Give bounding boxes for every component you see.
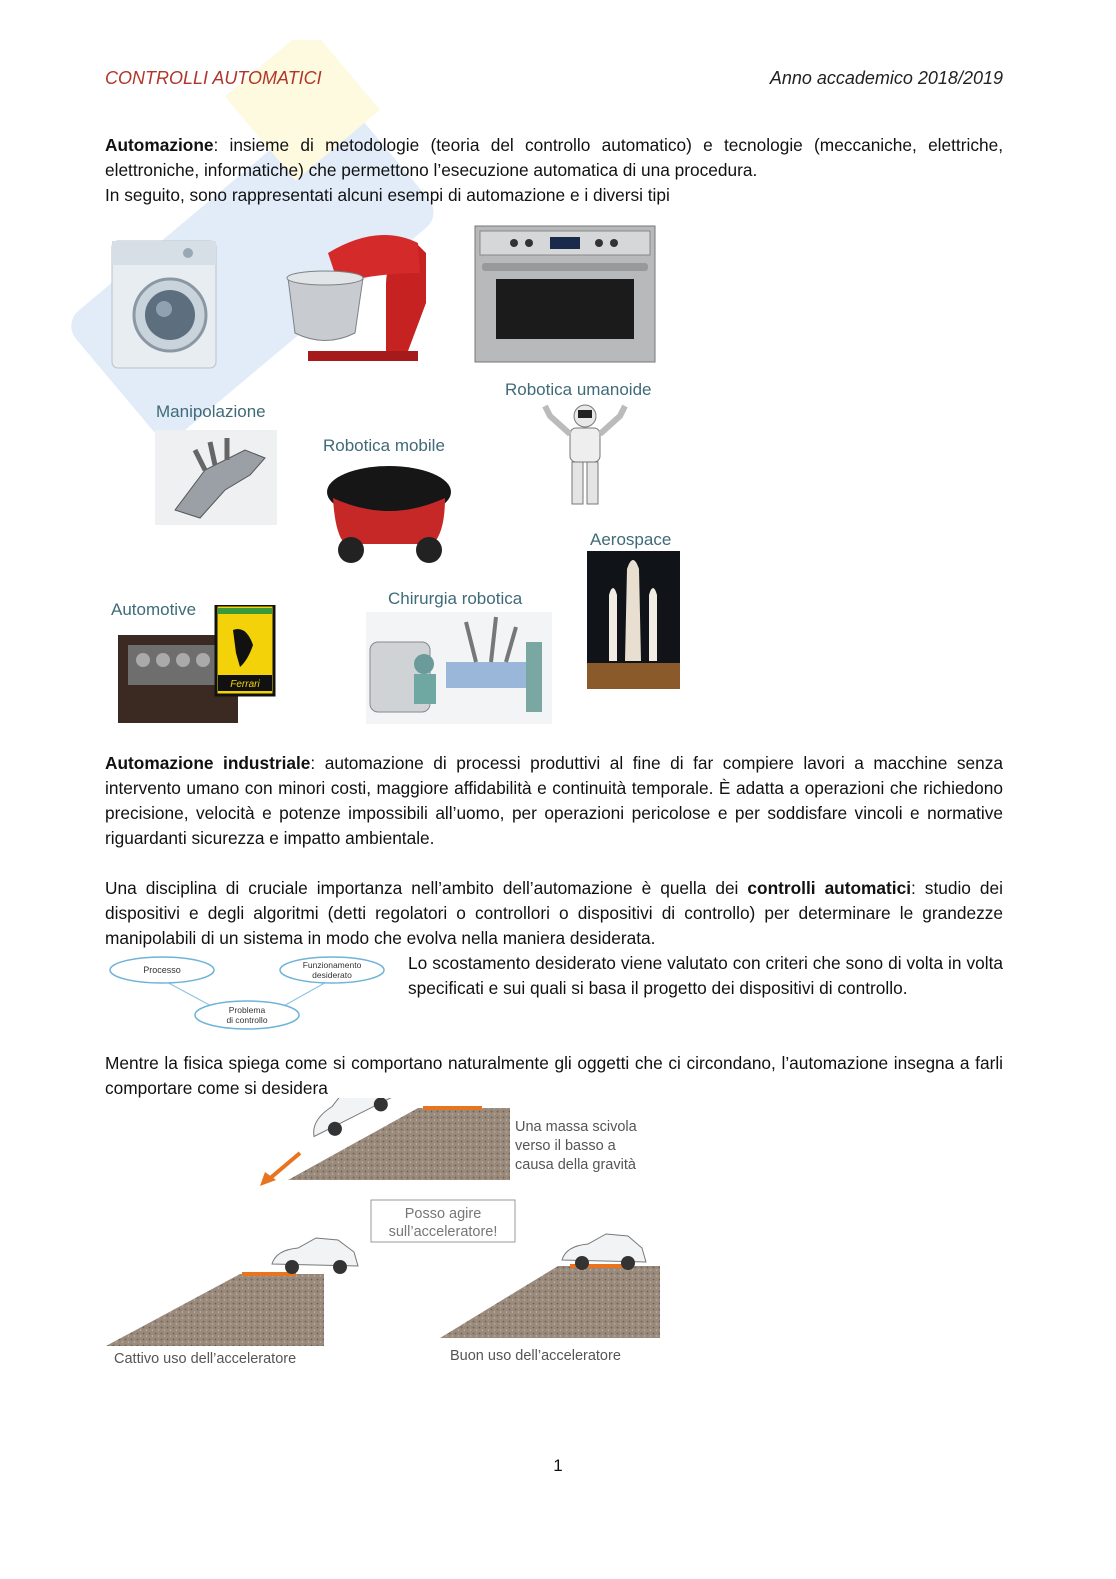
surgery-robot-image bbox=[366, 612, 552, 724]
caption-manipolazione: Manipolazione bbox=[156, 402, 266, 421]
problema-label-1: Problema bbox=[228, 1005, 266, 1015]
car-bad bbox=[272, 1238, 358, 1274]
oven-image bbox=[474, 225, 656, 363]
controls-text-after: : studio dei dispositivi e degli algoritmi (detti regolatori o controllori o dispositivi di controllo) per determinare le grandezze manipolabili di un sistema in modo che evolva nella maniera desiderata. bbox=[105, 878, 1003, 948]
control-problem-diagram bbox=[105, 953, 390, 1033]
caption-chirurgia-robotica: Chirurgia robotica bbox=[388, 589, 523, 608]
scostamento-paragraph: Lo scostamento desiderato viene valutato con criteri che sono di volta in volta specificati e sui quali si basa il progetto dei dispositivi di controllo. bbox=[408, 953, 1003, 998]
problema-label-2: di controllo bbox=[226, 1015, 268, 1025]
automotive-image bbox=[118, 605, 276, 723]
stand-mixer-image bbox=[268, 213, 433, 365]
gravity-text-1: Una massa scivola bbox=[515, 1119, 637, 1135]
caption-automotive: Automotive bbox=[111, 600, 197, 619]
processo-label: Processo bbox=[143, 965, 181, 975]
header-course-title: CONTROLLI AUTOMATICI bbox=[105, 68, 322, 88]
controls-term: controlli automatici bbox=[747, 878, 911, 898]
caption-robotica-umanoide: Robotica umanoide bbox=[505, 380, 652, 399]
intro-term: Automazione bbox=[105, 135, 214, 155]
intro-line2: In seguito, sono rappresentati alcuni esempi di automazione e i diversi tipi bbox=[105, 185, 670, 205]
slide-arrow bbox=[268, 1153, 300, 1180]
funzionamento-label-1: Funzionamento bbox=[302, 960, 362, 970]
posso-text-2: sull’acceleratore! bbox=[388, 1224, 498, 1240]
good-accelerator-caption: Buon uso dell’acceleratore bbox=[450, 1348, 621, 1364]
physics-paragraph: Mentre la fisica spiega come si comportano naturalmente gli oggetti che ci circondano, l’automazione insegna a farli comportare come si desidera bbox=[105, 1053, 1003, 1098]
controls-paragraph bbox=[105, 876, 1003, 951]
caption-robotica-mobile: Robotica mobile bbox=[323, 436, 445, 455]
bad-accelerator-caption: Cattivo uso dell’acceleratore bbox=[114, 1351, 297, 1367]
slope-good bbox=[440, 1266, 660, 1338]
washing-machine-image bbox=[108, 237, 220, 372]
posso-text-1: Posso agire bbox=[404, 1206, 482, 1222]
gravity-text-2: verso il basso a bbox=[515, 1138, 616, 1154]
car-slope-figure bbox=[100, 1098, 680, 1370]
page-number: 1 bbox=[553, 1456, 563, 1475]
industrial-paragraph bbox=[105, 751, 1003, 851]
humanoid-robot-image bbox=[540, 402, 630, 514]
funzionamento-label-2: desiderato bbox=[312, 970, 352, 980]
intro-paragraph bbox=[105, 133, 1003, 208]
header-academic-year: Anno accademico 2018/2019 bbox=[769, 68, 1003, 88]
industrial-text: : automazione di processi produttivi al fine di far compiere lavori a macchine senza intervento umano con minori costi, maggiore affidabilità e continuità temporale. È adatta a operazioni che richiedono precisione, velocità e potenze impossibili all’uomo, per operazioni pericolose e per soddisfare vincoli e normative riguardanti sicurezza e impatto ambientale. bbox=[105, 753, 1003, 848]
robotic-hand-image bbox=[155, 430, 277, 525]
gravity-text-3: causa della gravità bbox=[515, 1157, 636, 1173]
mobile-robot-image bbox=[325, 462, 453, 567]
intro-definition: : insieme di metodologie (teoria del controllo automatico) e tecnologie (meccaniche, elettriche, elettroniche, informatiche) che permettono l’esecuzione automatica di una procedura. bbox=[105, 135, 1003, 180]
space-shuttle-image bbox=[587, 551, 680, 689]
caption-aerospace: Aerospace bbox=[590, 530, 672, 549]
ferrari-logo-text: Ferrari bbox=[230, 679, 260, 690]
slope-bad bbox=[106, 1274, 324, 1346]
controls-text-before: Una disciplina di cruciale importanza nell’ambito dell’automazione è quella dei bbox=[105, 878, 748, 898]
industrial-term: Automazione industriale bbox=[105, 753, 311, 773]
